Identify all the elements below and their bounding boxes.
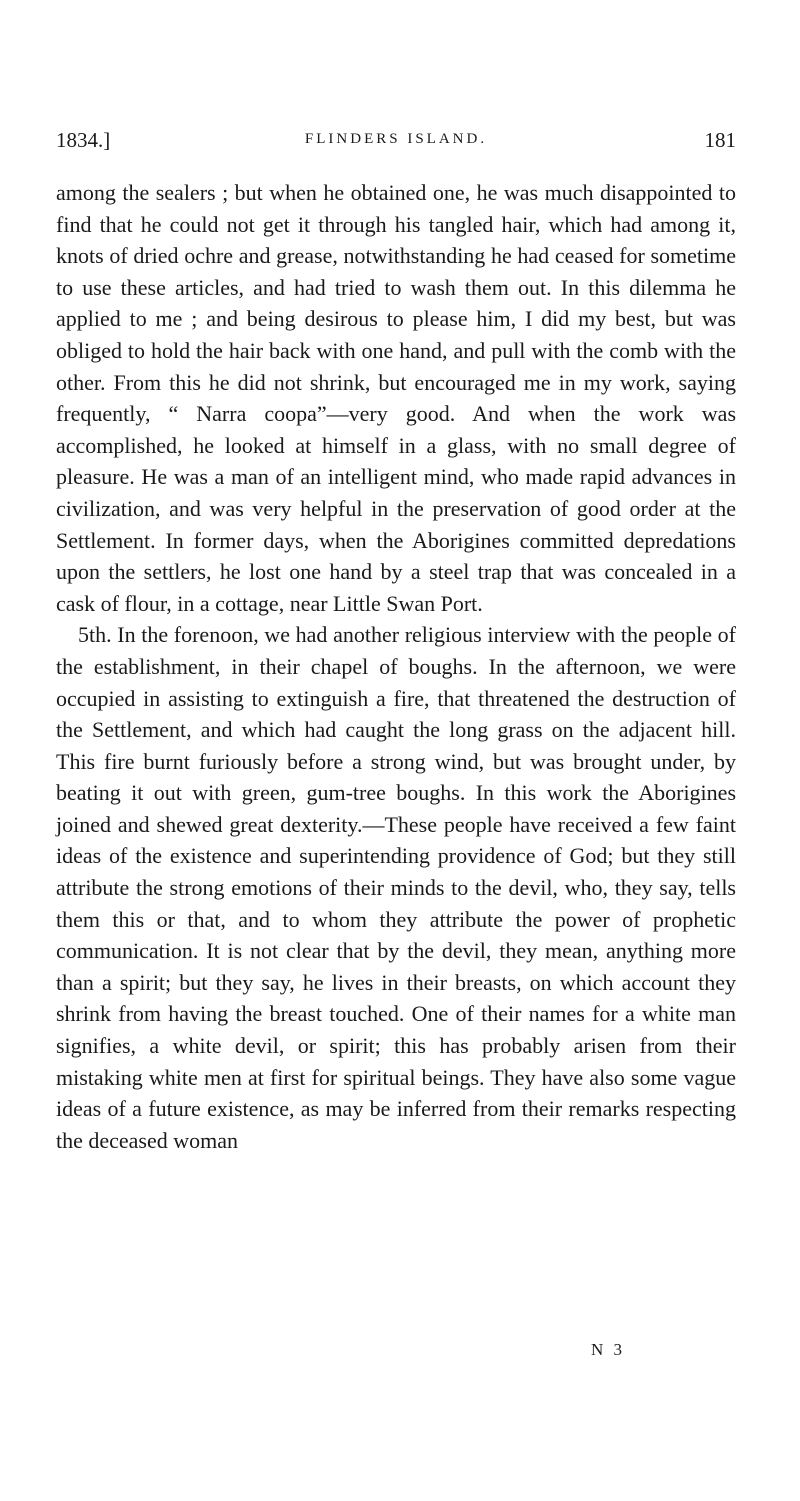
running-head-year: 1834.]	[56, 128, 111, 152]
running-head-title: FLINDERS ISLAND.	[304, 131, 488, 147]
signature-mark: N 3	[591, 1340, 626, 1359]
page-number: 181	[704, 128, 736, 152]
running-head	[56, 128, 736, 160]
book-page	[56, 128, 736, 1156]
paragraph-5th: 5th. In the forenoon, we had another religious interview with the people of the establishment, in their chapel of boughs. In the afternoon, we were occupied in assisting to extinguish a fire, that threatened the destruction of the Settlement, and which had caught the long grass on the adjacent hill. This fire burnt furiously before a strong wind, but was brought under, by beating it out with green, gum-tree boughs. In this work the Aborigines joined and shewed great dexterity.—These people have received a few faint ideas of the existence and superintending providence of God; but they still attribute the strong emotions of their minds to the devil, who, they say, tells them this or that, and to whom they attribute the power of prophetic communication. It is not clear that by the devil, they mean, anything more than a spirit; but they say, he lives in their breasts, on which account they shrink from having the breast touched. One of their names for a white man signifies, a white devil, or spirit; this has probably arisen from their mistaking white men at first for spiritual beings. They have also some vague ideas of a future existence, as may be inferred from their remarks respecting the deceased woman	[56, 622, 736, 1153]
paragraph-continued: among the sealers ; but when he obtained one, he was much disappointed to find that he could not get it through his tangled hair, which had among it, knots of dried ochre and grease, notwithstanding he had ceased for sometime to use these articles, and had tried to wash them out. In this dilemma he applied to me ; and being desirous to please him, I did my best, but was obliged to hold the hair back with one hand, and pull with the comb with the other. From this he did not shrink, but encouraged me in my work, saying frequently, “ Narra coopa”—very good. And when the work was accomplished, he looked at himself in a glass, with no small degree of pleasure. He was a man of an intelligent mind, who made rapid advances in civilization, and was very helpful in the preservation of good order at the Settlement. In former days, when the Aborigines committed depredations upon the settlers, he lost one hand by a steel trap that was concealed in a cask of flour, in a cottage, near Little Swan Port.	[56, 180, 736, 616]
body-text	[56, 177, 736, 1156]
